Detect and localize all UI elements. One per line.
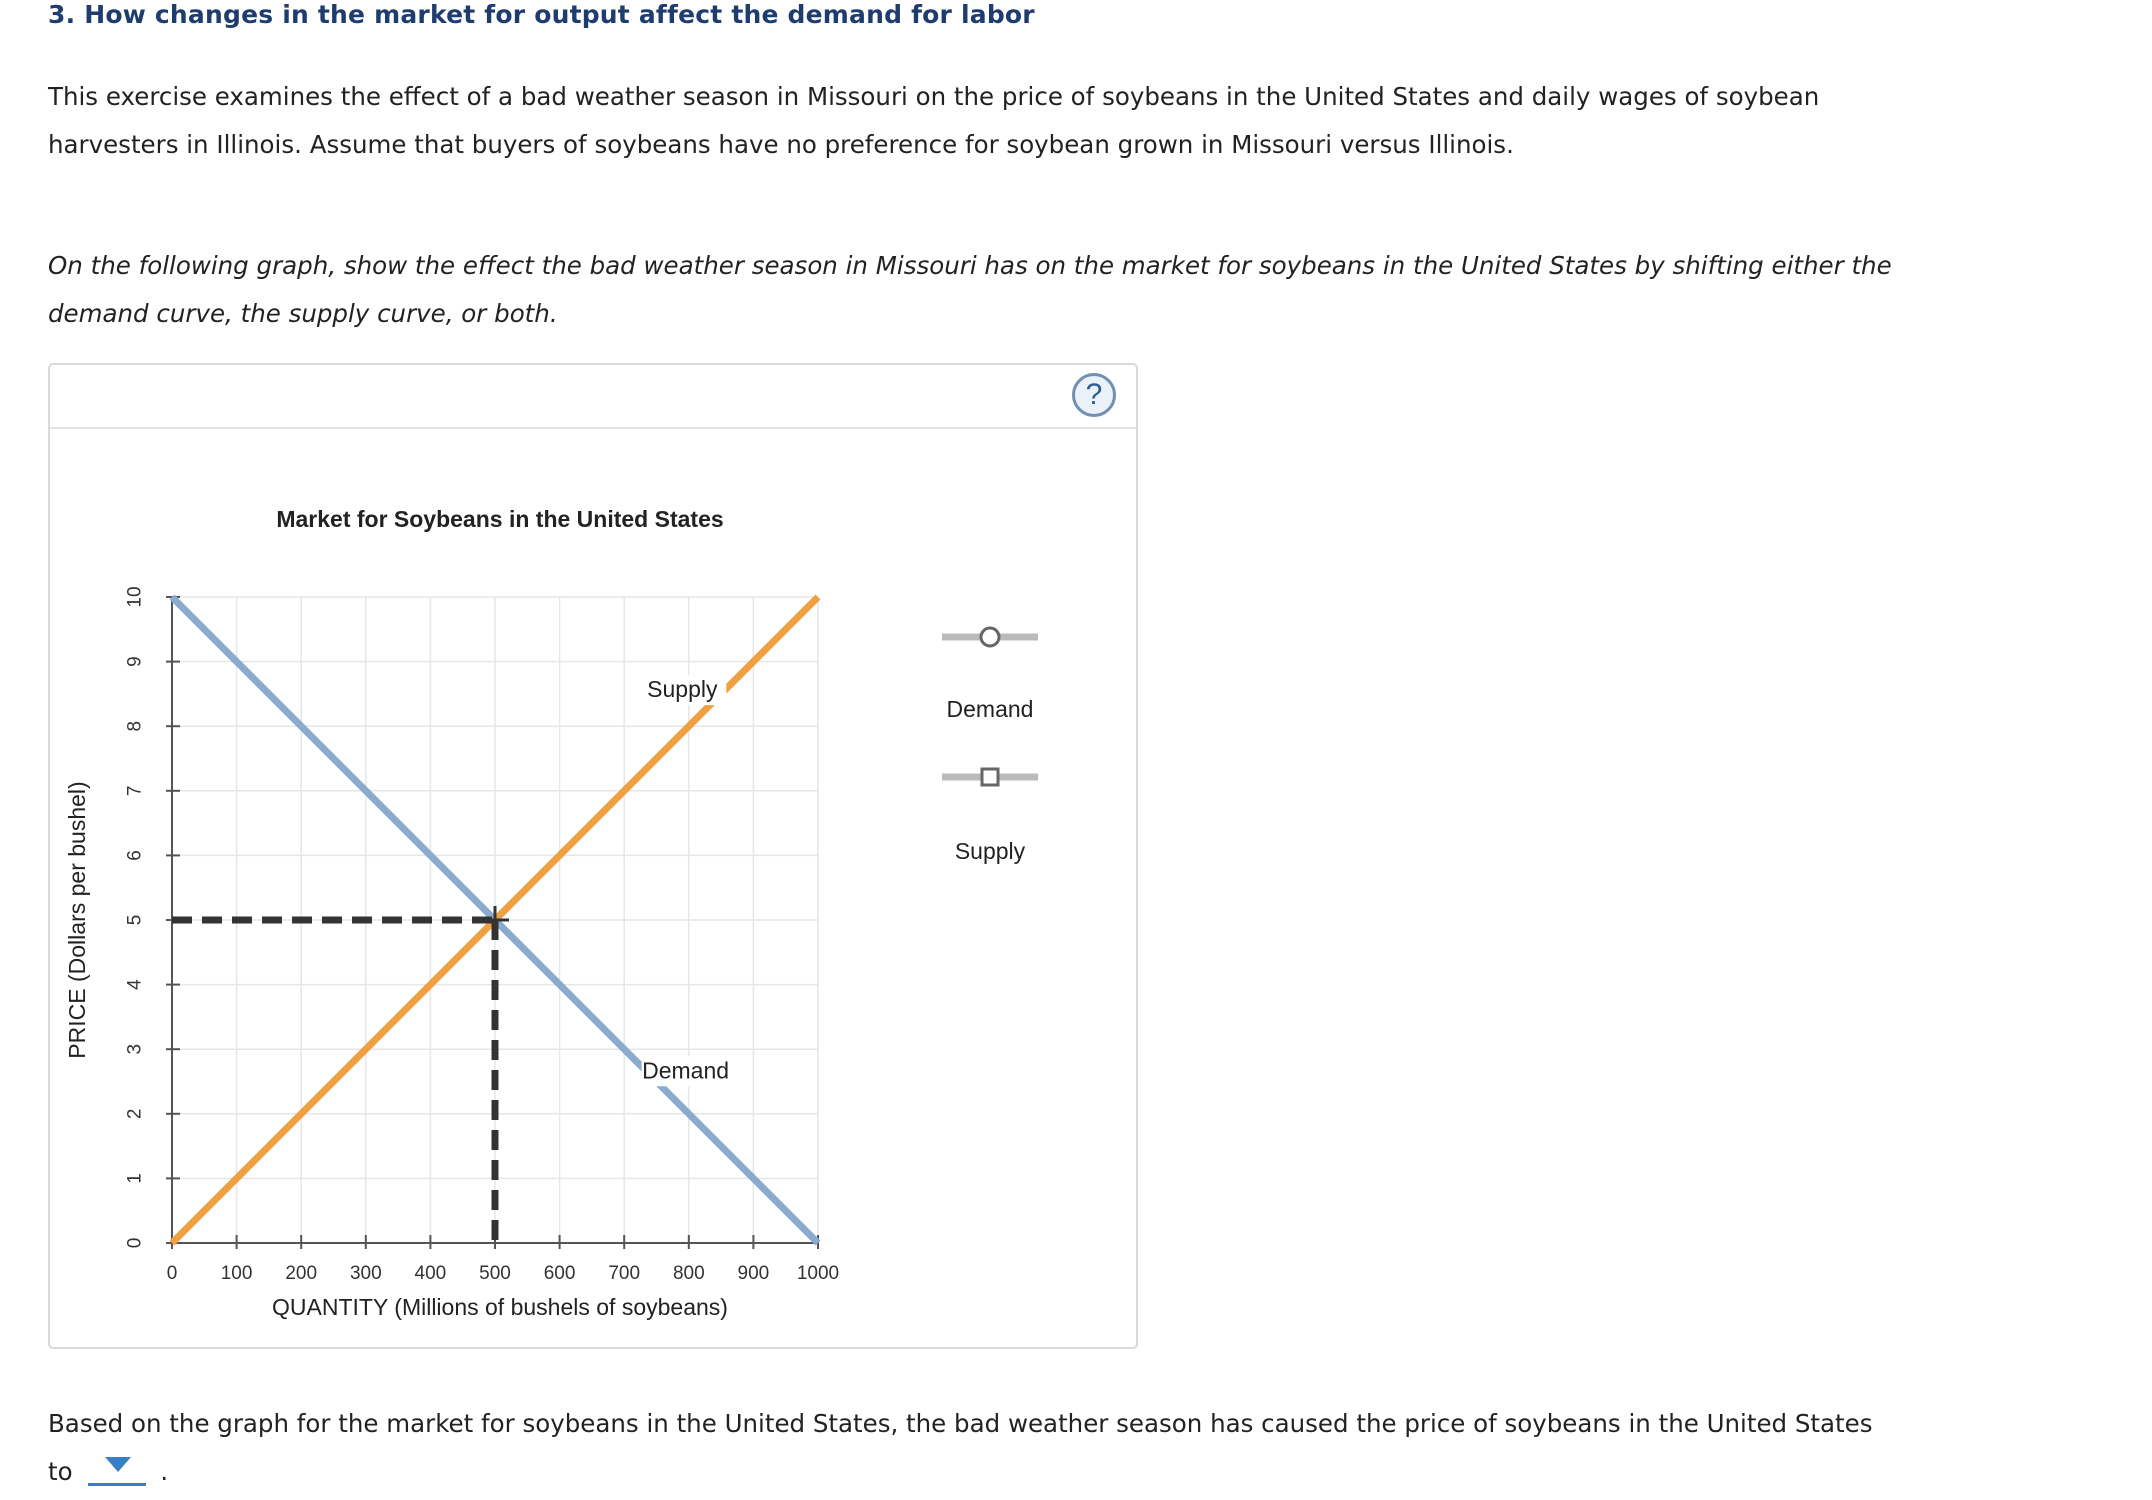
y-tick-label: 7 [124, 785, 146, 797]
question-text: Based on the graph for the market for soybeans in the United States, the bad weather season has caused the price of soybeans in the United States [48, 1409, 1873, 1438]
instruction-text: On the following graph, show the effect the bad weather season in Missouri has on the market for soybeans in the United States by shifting either the demand curve, the supply curve, or both. [48, 251, 1892, 328]
chevron-down-icon[interactable] [105, 1457, 131, 1472]
y-tick-label: 3 [124, 1043, 146, 1055]
legend-supply[interactable] [942, 769, 1038, 864]
y-tick-label: 10 [124, 586, 146, 608]
x-tick-label: 400 [414, 1263, 447, 1284]
legend-supply-label[interactable]: Supply [954, 838, 1026, 864]
x-tick-label: 700 [608, 1263, 641, 1284]
question [48, 1400, 1928, 1496]
help-icon[interactable]: ? [1072, 373, 1116, 417]
y-tick-label: 4 [124, 979, 146, 990]
supply-curve-label: Supply [647, 676, 718, 703]
y-tick-label: 5 [124, 914, 146, 926]
graph-panel [48, 363, 1138, 1349]
legend-demand-circle-marker[interactable] [981, 628, 999, 646]
supply-demand-chart[interactable] [50, 365, 1136, 1347]
intro-text: This exercise examines the effect of a bad weather season in Missouri on the price of soybeans in the United States and daily wages of soybean harvesters in Illinois. Assume that buyers of soybeans have no preference for soybean grown in Missouri versus Illinois. [48, 82, 1820, 159]
y-tick-label: 6 [124, 850, 146, 861]
question-prefix: to [48, 1457, 73, 1486]
x-tick-label: 100 [220, 1263, 253, 1284]
question-suffix: . [160, 1457, 169, 1486]
x-tick-label: 300 [349, 1263, 382, 1284]
y-tick-label: 1 [124, 1173, 146, 1184]
y-tick-label: 0 [124, 1237, 146, 1249]
curve-labels [638, 675, 729, 1086]
page-title: 3. How changes in the market for output affect the demand for labor [48, 0, 1035, 29]
chart-title: Market for Soybeans in the United States [276, 506, 724, 532]
x-tick-labels [167, 1263, 839, 1284]
x-tick-label: 0 [166, 1263, 178, 1284]
x-tick-label: 200 [285, 1263, 318, 1284]
legend-demand-label[interactable]: Demand [946, 696, 1034, 722]
price-change-dropdown[interactable] [88, 1455, 146, 1486]
x-tick-label: 600 [543, 1263, 576, 1284]
x-tick-label: 900 [737, 1263, 770, 1284]
legend-supply-square-marker[interactable] [982, 769, 998, 785]
x-tick-label: 1000 [796, 1263, 840, 1284]
x-axis-label: QUANTITY (Millions of bushels of soybeans) [272, 1294, 728, 1320]
legend-demand[interactable] [942, 628, 1038, 722]
y-tick-label: 2 [124, 1108, 146, 1120]
legend[interactable] [942, 628, 1038, 864]
y-tick-label: 9 [124, 656, 146, 667]
y-tick-label: 8 [124, 720, 146, 732]
x-tick-label: 800 [672, 1263, 705, 1284]
demand-curve-label: Demand [642, 1057, 730, 1084]
y-tick-labels [125, 586, 146, 1248]
y-axis-label: PRICE (Dollars per bushel) [64, 781, 90, 1059]
x-tick-label: 500 [479, 1263, 511, 1284]
